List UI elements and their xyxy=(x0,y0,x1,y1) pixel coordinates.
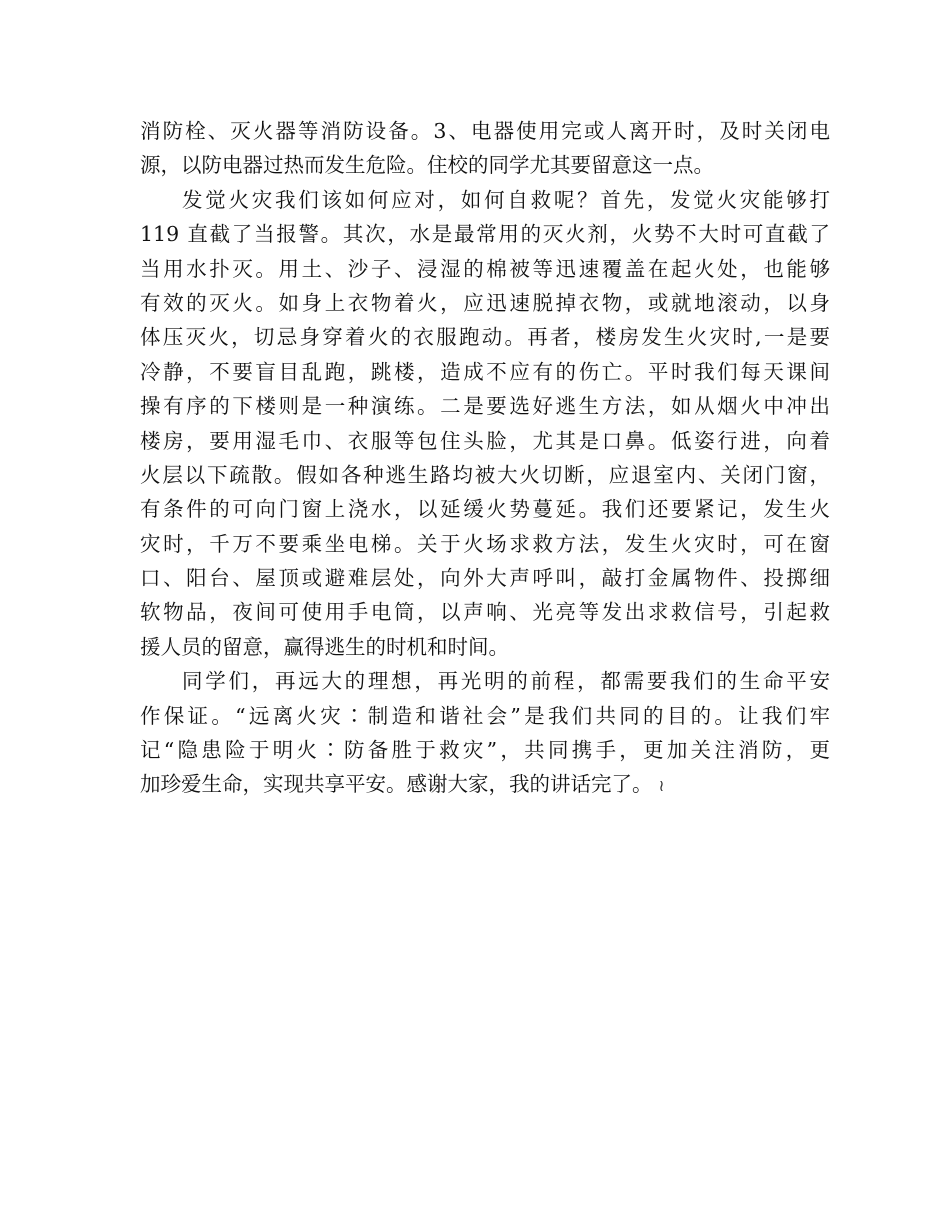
text-line: 口、阳台、屋顶或避难层处，向外大声呼叫，敲打金属物件、投掷细 xyxy=(140,566,830,591)
text-line: 记“隐患险于明火∶防备胜于救灾”，共同携手，更加关注消防，更 xyxy=(140,738,830,763)
paragraph xyxy=(140,664,830,802)
text-line: 援人员的留意，赢得逃生的时机和时间。 xyxy=(140,634,509,659)
paragraph xyxy=(140,183,830,664)
text-line: 消防栓、灭火器等消防设备。3、电器使用完或人离开时，及时关闭电 xyxy=(140,119,830,143)
paragraph xyxy=(140,114,830,183)
document-body xyxy=(140,114,830,802)
paragraph-end-mark: ≀ xyxy=(658,776,665,796)
text-line: 119 直截了当报警。其次，水是最常用的灭火剂，火势不大时可直截了 xyxy=(140,222,830,247)
text-line-content: 加珍爱生命，实现共享平安。感谢大家，我的讲话完了。 xyxy=(140,772,653,797)
text-line: 操有序的下楼则是一种演练。二是要选好逃生方法，如从烟火中冲出 xyxy=(140,394,830,419)
text-line xyxy=(140,767,830,801)
text-line: 灾时，千万不要乘坐电梯。关于火场求救方法，发生火灾时，可在窗 xyxy=(140,531,830,556)
text-line: 发觉火灾我们该如何应对，如何自救呢？首先，发觉火灾能够打 xyxy=(182,187,830,212)
text-line: 同学们，再远大的理想，再光明的前程，都需要我们的生命平安 xyxy=(182,669,830,694)
text-line: 楼房，要用湿毛巾、衣服等包住头脸，尤其是口鼻。低姿行进，向着 xyxy=(140,428,830,453)
text-line: 软物品，夜间可使用手电筒，以声响、光亮等发出求救信号，引起救 xyxy=(140,600,830,625)
text-line: 体压灭火，切忌身穿着火的衣服跑动。再者，楼房发生火灾时,一是要 xyxy=(140,325,830,350)
text-line: 火层以下疏散。假如各种逃生路均被大火切断，应退室内、关闭门窗， xyxy=(140,462,830,487)
text-line: 有条件的可向门窗上浇水，以延缓火势蔓延。我们还要紧记，发生火 xyxy=(140,497,830,522)
text-line: 作保证。“远离火灾∶制造和谐社会”是我们共同的目的。让我们牢 xyxy=(140,703,830,728)
text-line: 源，以防电器过热而发生危险。住校的同学尤其要留意这一点。 xyxy=(140,153,714,178)
text-line: 冷静，不要盲目乱跑，跳楼，造成不应有的伤亡。平时我们每天课间 xyxy=(140,359,830,384)
text-line: 有效的灭火。如身上衣物着火，应迅速脱掉衣物，或就地滚动，以身 xyxy=(140,290,830,315)
text-line: 当用水扑灭。用土、沙子、浸湿的棉被等迅速覆盖在起火处，也能够 xyxy=(140,256,830,281)
